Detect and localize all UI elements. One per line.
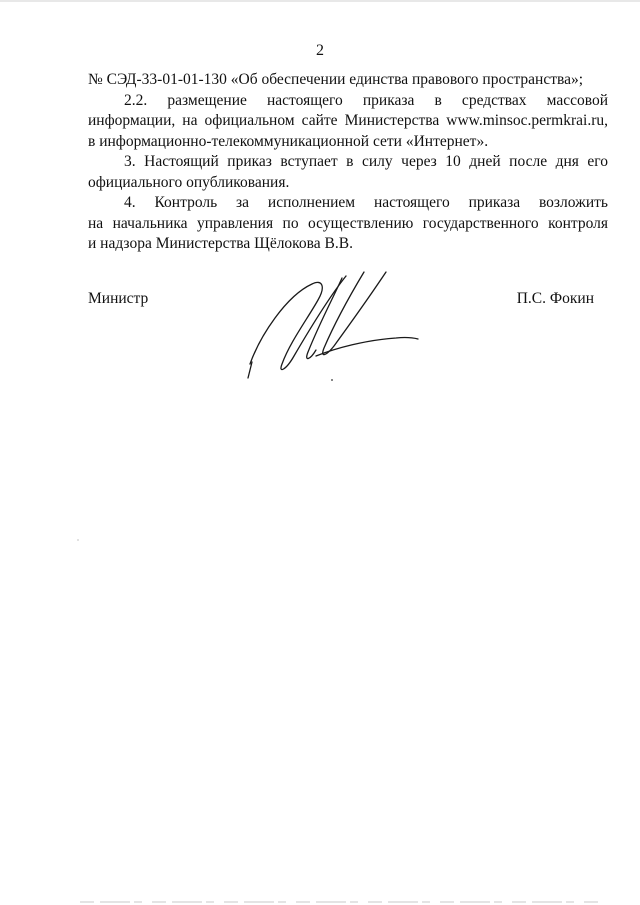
text-line-6: официального опубликования. [88,173,290,191]
text-line-3: информации, на официальном сайте Министерства www.minsoc.permkrai.ru, [88,112,608,129]
text-line-7: 4. Контроль за исполнением настоящего приказа возложить [124,194,608,211]
signatory-position: Министр [88,290,149,307]
text-line-4: в информационно-телекоммуникационной сети «Интернет». [88,132,489,150]
text-line-1: № СЭД-33-01-01-130 «Об обеспечении единства правового пространства»; [88,71,584,88]
text-line-9: и надзора Министерства Щёлокова В.В. [88,235,353,252]
signatory-name: П.С. Фокин [516,290,594,307]
text-line-5: 3. Настоящий приказ вступает в силу через 10 дней после дня его [124,153,608,170]
text-line-8: на начальника управления по осуществлению государственного контроля [88,214,608,232]
page-number: 2 [316,42,324,59]
text-line-2: 2.2. размещение настоящего приказа в средствах массовой [124,91,608,109]
